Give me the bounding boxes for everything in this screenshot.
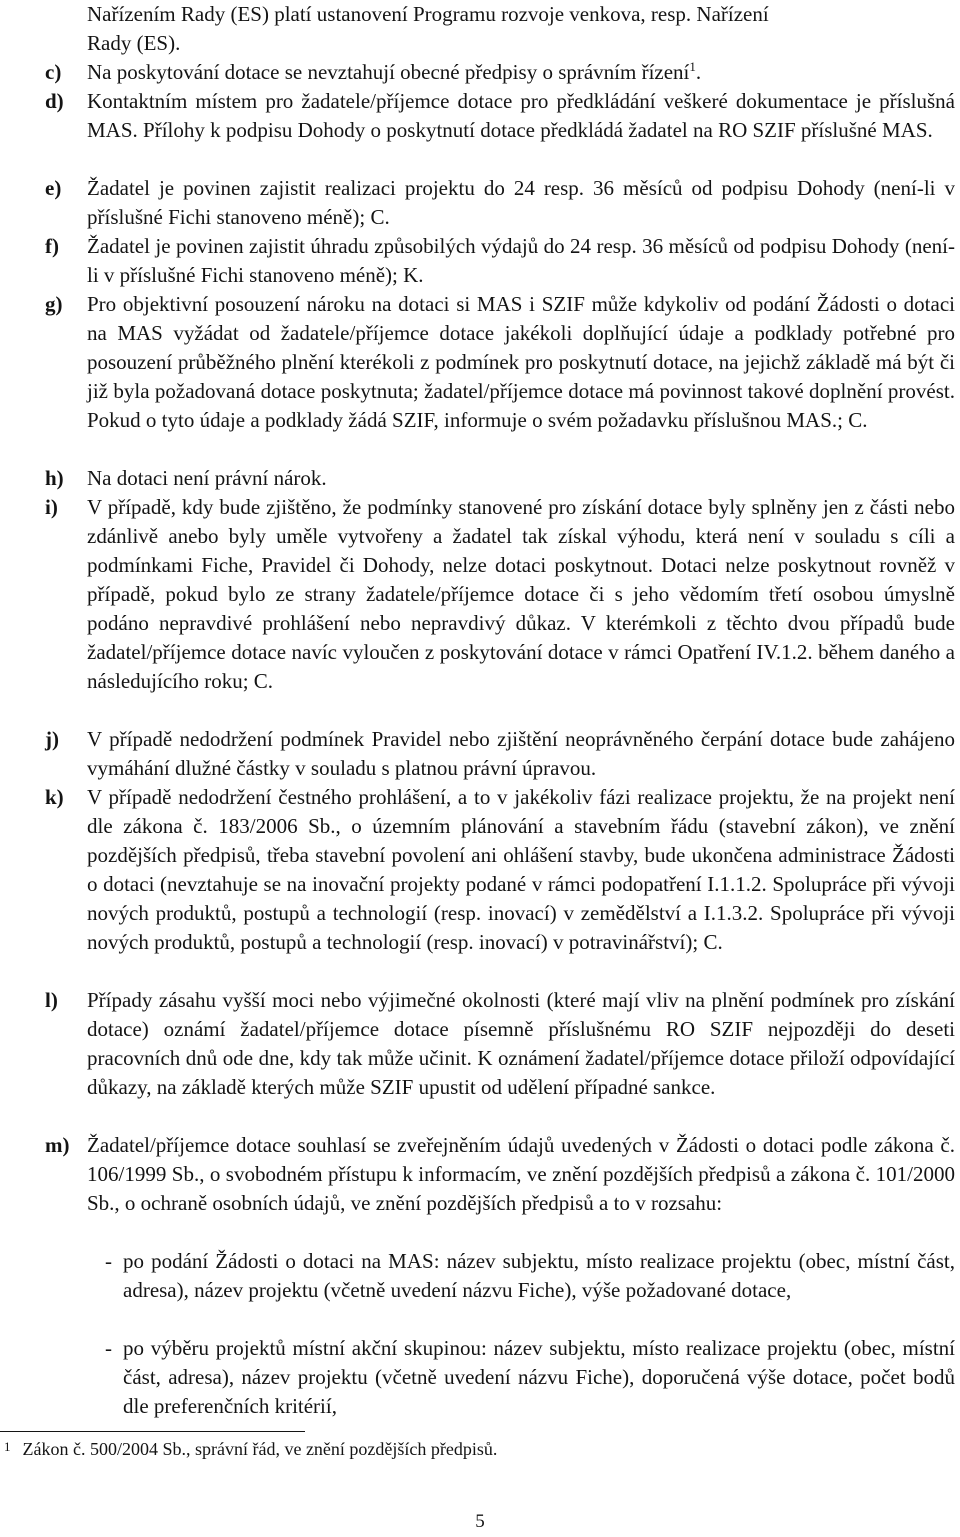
dash-bullet: - <box>105 1249 112 1273</box>
item-label: g) <box>45 292 63 316</box>
item-text: Pro objektivní posouzení nároku na dotaci si MAS i SZIF může kdykoliv od podání Žádosti o dotaci na MAS vyžádat od žadatele/příjemce dotace jakékoli doplňující údaje a podklady potřebné pro posouzení průběžného plnění kterékoli z podmínek pro poskytnutí dotace, na jejichž základě má být či již byla požadovaná dotace poskytnuta; žadatel/příjemce dotace má povinnost takové doplnění provést. Pokud o tyto údaje a podklady žádá SZIF, informuje o svém požadavku příslušnou MAS.; C. <box>87 292 955 432</box>
item-text: Žadatel je povinen zajistit úhradu způsobilých výdajů do 24 resp. 36 měsíců od podpisu Dohody (není-li v příslušné Fichi stanoveno méně); K. <box>87 234 955 287</box>
item-label: i) <box>45 495 58 519</box>
lead-line-1: Nařízením Rady (ES) platí ustanovení Programu rozvoje venkova, resp. Nařízení <box>87 2 769 26</box>
item-text: Žadatel/příjemce dotace souhlasí se zveřejněním údajů uvedených v Žádosti o dotaci podle zákona č. 106/1999 Sb., o svobodném přístupu k informacím, ve znění pozdějších předpisů a zákona č. 101/2000 Sb., o ochraně osobních údajů, ve znění pozdějších předpisů a to v rozsahu: <box>87 1133 955 1215</box>
footnote-number: 1 <box>4 1439 11 1454</box>
footnote-text: Zákon č. 500/2004 Sb., správní řád, ve znění pozdějších předpisů. <box>22 1439 498 1459</box>
item-text: V případě nedodržení čestného prohlášení, a to v jakékoliv fázi realizace projektu, že na projekt není dle zákona č. 183/2006 Sb., o územním plánování a stavebním řádu (stavební zákon), ve znění pozdějších předpisů, třeba stavební povolení ani ohlášení stavby, bude ukončena administrace Žádosti o dotaci (nevztahuje se na inovační projekty podané v rámci podopatření I.1.1.2. Spolupráce při vývoji nových produktů, postupů a technologií (resp. inovací) v zemědělství a I.1.3.2. Spolupráce při vývoji nových produktů, postupů a technologií (resp. inovací) v potravinářství); C. <box>87 785 955 954</box>
item-label: f) <box>45 234 59 258</box>
item-label: d) <box>45 89 64 113</box>
item-text: V případě nedodržení podmínek Pravidel nebo zjištění neoprávněného čerpání dotace bude zahájeno vymáhání dlužné částky v souladu s platnou právní úpravou. <box>87 727 955 780</box>
item-label: e) <box>45 176 62 200</box>
item-text: Na dotaci není právní nárok. <box>87 466 327 490</box>
sub-item-text: po podání Žádosti o dotaci na MAS: název subjektu, místo realizace projektu (obec, místní část, adresa), název projektu (včetně uvedení názvu Fiche), výše požadované dotace, <box>123 1249 955 1302</box>
footnote <box>4 1437 497 1461</box>
item-label: c) <box>45 60 62 84</box>
item-label: m) <box>45 1133 70 1157</box>
item-text: V případě, kdy bude zjištěno, že podmínky stanovené pro získání dotace byly splněny jen z části nebo zdánlivě anebo byly uměle vytvořeny a žadatel tak získal výhodu, která není v souladu s cíli a podmínkami Fiche, Pravidel či Dohody, nelze dotaci poskytnout. Dotaci nelze poskytnout rovněž v případě, pokud bylo ze strany žadatele/příjemce dotace či s jeho vědomím třetí osobou úmyslně podáno nepravdivé prohlášení nebo nepravdivý důkaz. V kterémkoli z těchto dvou případů bude žadatel/příjemce dotace navíc vyloučen z poskytování dotace v rámci Opatření IV.1.2. během daného a následujícího roku; C. <box>87 495 955 693</box>
footnote-reference: 1 <box>689 59 696 74</box>
item-label: k) <box>45 785 64 809</box>
item-label: j) <box>45 727 59 751</box>
item-text: Kontaktním místem pro žadatele/příjemce dotace pro předkládání veškeré dokumentace je příslušná MAS. Přílohy k podpisu Dohody o poskytnutí dotace předkládá žadatel na RO SZIF příslušné MAS. <box>87 89 955 142</box>
item-text: Žadatel je povinen zajistit realizaci projektu do 24 resp. 36 měsíců od podpisu Dohody (není-li v příslušné Fichi stanoveno méně); C. <box>87 176 955 229</box>
item-text: Případy zásahu vyšší moci nebo výjimečné okolnosti (které mají vliv na plnění podmínek pro získání dotace) oznámí žadatel/příjemce dotace písemně příslušnému RO SZIF nejpozději do deseti pracovních dnů ode dne, kdy tak může učinit. K oznámení žadatel/příjemce dotace přiloží odpovídající důkazy, na základě kterých může SZIF upustit od udělení případné sankce. <box>87 988 955 1099</box>
sub-item-text: po výběru projektů místní akční skupinou: název subjektu, místo realizace projektu (obec, místní část, adresa), název projektu (včetně uvedení názvu Fiche), doporučená výše dotace, počet bodů dle preferenčních kritérií, <box>123 1336 955 1418</box>
dash-bullet: - <box>105 1336 112 1360</box>
footnote-separator <box>0 1431 305 1432</box>
page-number: 5 <box>475 1511 485 1532</box>
item-label: l) <box>45 988 58 1012</box>
item-text: Na poskytování dotace se nevztahují obecné předpisy o správním řízení$^1$. <box>87 59 702 84</box>
lead-line-2: Rady (ES). <box>87 31 181 55</box>
item-label: h) <box>45 466 64 490</box>
